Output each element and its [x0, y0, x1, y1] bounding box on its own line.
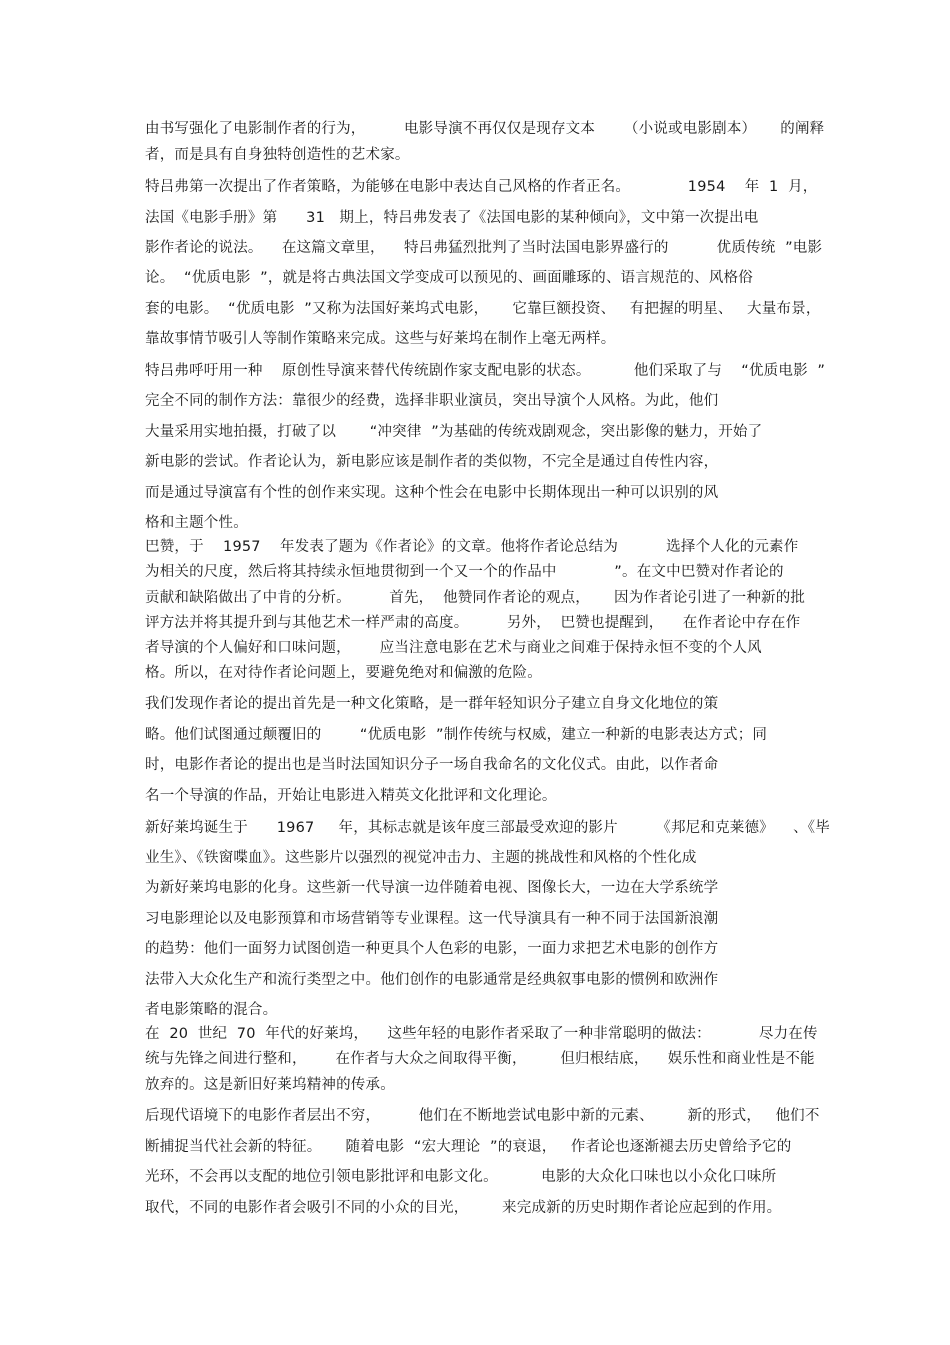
text-line: 者导演的个人偏好和口味问题， 应当注意电影在艺术与商业之间难于保持永恒不变的个人风: [145, 640, 762, 656]
text-line: 巴赞，于 1957 年发表了题为《作者论》的文章。他将作者论总结为 选择个人化的元素作: [145, 539, 799, 555]
text-line: 格。所以，在对待作者论问题上，要避免绝对和偏激的危险。: [145, 665, 542, 681]
text-line: 新好莱坞诞生于 1967 年，其标志就是该年度三部最受欢迎的影片 《邦尼和克莱德》 、《毕: [145, 820, 830, 836]
text-line: 统与先锋之间进行整和， 在作者与大众之间取得平衡， 但归根结底， 娱乐性和商业性是不能: [145, 1051, 815, 1067]
text-line: 套的电影。 “优质电影 ”又称为法国好莱坞式电影， 它靠巨额投资、 有把握的明星、 大量布景，: [145, 301, 821, 317]
text-line: 影作者论的说法。 在这篇文章里， 特吕弗猛烈批判了当时法国电影界盛行的 优质传统 ”电影: [145, 240, 823, 256]
text-line: 光环，不会再以支配的地位引领电影批评和电影文化。 电影的大众化口味也以小众化口味所: [145, 1169, 777, 1185]
text-line: 而是通过导演富有个性的创作来实现。这种个性会在电影中长期体现出一种可以识别的风: [145, 485, 719, 501]
text-line: 贡献和缺陷做出了中肯的分析。 首先， 他赞同作者论的观点， 因为作者论引进了一种新的批: [145, 590, 806, 606]
text-line: 论。 “优质电影 ”，就是将古典法国文学变成可以预见的、画面雕琢的、语言规范的、风格俗: [145, 270, 753, 286]
text-line: 名一个导演的作品，开始让电影进入精英文化批评和文化理论。: [145, 788, 557, 804]
text-line: 习电影理论以及电影预算和市场营销等专业课程。这一代导演具有一种不同于法国新浪潮: [145, 911, 719, 927]
text-line: 断捕捉当代社会新的特征。 随着电影 “宏大理论 ”的衰退， 作者论也逐渐褪去历史曾给予它的: [145, 1139, 792, 1155]
text-line: 评方法并将其提升到与其他艺术一样严肃的高度。 另外， 巴赞也提醒到， 在作者论中存在作: [145, 615, 801, 631]
text-line: 的趋势：他们一面努力试图创造一种更具个人色彩的电影，一面力求把艺术电影的创作方: [145, 941, 719, 957]
text-line: 取代，不同的电影作者会吸引不同的小众的目光， 来完成新的历史时期作者论应起到的作用。: [145, 1200, 782, 1216]
text-line: 为新好莱坞电影的化身。这些新一代导演一边伴随着电视、图像长大，一边在大学系统学: [145, 880, 719, 896]
text-line: 法带入大众化生产和流行类型之中。他们创作的电影通常是经典叙事电影的惯例和欧洲作: [145, 972, 719, 988]
text-line: 者，而是具有自身独特创造性的艺术家。: [145, 147, 410, 163]
text-line: 为相关的尺度，然后将其持续永恒地贯彻到一个又一个的作品中 ”。在文中巴赞对作者论的: [145, 564, 784, 580]
text-line: 大量采用实地拍摄，打破了以 “冲突律 ”为基础的传统戏剧观念，突出影像的魅力，开始了: [145, 424, 763, 440]
text-line: 在 20 世纪 70 年代的好莱坞， 这些年轻的电影作者采取了一种非常聪明的做法： 尽力在传: [145, 1026, 818, 1042]
text-line: 我们发现作者论的提出首先是一种文化策略，是一群年轻知识分子建立自身文化地位的策: [145, 696, 719, 712]
text-line: 完全不同的制作方法：靠很少的经费，选择非职业演员，突出导演个人风格。为此，他们: [145, 393, 719, 409]
text-line: 靠故事情节吸引人等制作策略来完成。这些与好莱坞在制作上毫无两样。: [145, 331, 616, 347]
text-line: 由书写强化了电影制作者的行为， 电影导演不再仅仅是现存文本 （小说或电影剧本） 的阐释: [145, 121, 825, 137]
text-line: 法国《电影手册》第 31 期上，特吕弗发表了《法国电影的某种倾向》，文中第一次提出电: [145, 210, 759, 226]
text-line: 放弃的。这是新旧好莱坞精神的传承。: [145, 1077, 395, 1093]
text-line: 特吕弗第一次提出了作者策略，为能够在电影中表达自己风格的作者正名。 1954 年 1 月，: [145, 179, 818, 195]
text-line: 后现代语境下的电影作者层出不穷， 他们在不断地尝试电影中新的元素、 新的形式， 他们不: [145, 1108, 820, 1124]
text-line: 特吕弗呼吁用一种 原创性导演来替代传统剧作家支配电影的状态。 他们采取了与 “优质电影 ”: [145, 363, 826, 379]
text-line: 者电影策略的混合。: [145, 1002, 278, 1018]
text-line: 新电影的尝试。作者论认为，新电影应该是制作者的类似物，不完全是通过自传性内容，: [145, 454, 719, 470]
text-line: 略。他们试图通过颠覆旧的 “优质电影 ”制作传统与权威，建立一种新的电影表达方式；同: [145, 727, 768, 743]
text-line: 格和主题个性。: [145, 515, 248, 531]
text-line: 业生》、《铁窗喋血》。这些影片以强烈的视觉冲击力、主题的挑战性和风格的个性化成: [145, 850, 697, 866]
text-line: 时，电影作者论的提出也是当时法国知识分子一场自我命名的文化仪式。由此，以作者命: [145, 757, 719, 773]
